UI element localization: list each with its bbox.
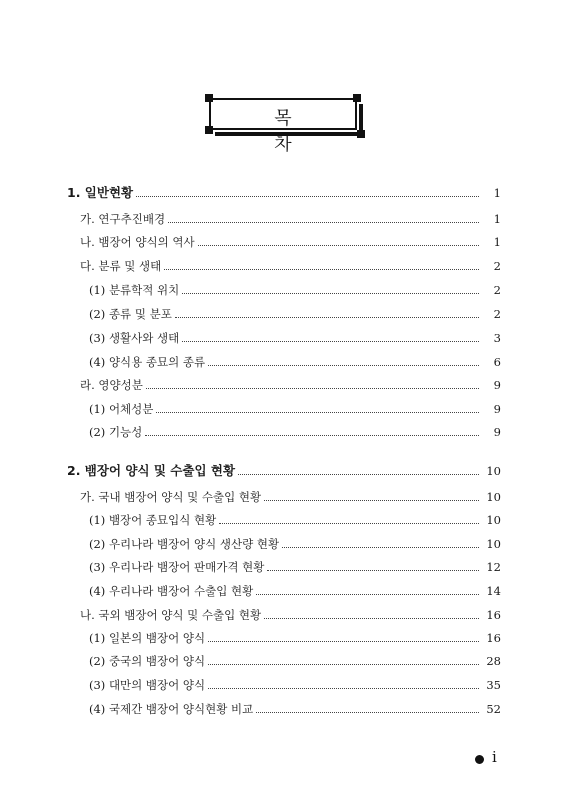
toc-entry-section[interactable] bbox=[80, 234, 501, 250]
toc-entry-page: 12 bbox=[486, 560, 501, 574]
toc-entry-page: 9 bbox=[493, 378, 501, 392]
toc-entry-section[interactable] bbox=[80, 211, 501, 227]
toc-entry-label: (1) 일본의 뱀장어 양식 bbox=[89, 631, 206, 645]
toc-entry-section[interactable] bbox=[80, 258, 501, 274]
toc-entry-label: (1) 분류학적 위치 bbox=[89, 283, 180, 297]
toc-entry-chapter[interactable] bbox=[67, 463, 501, 479]
toc-entry-section[interactable] bbox=[80, 489, 501, 505]
dot-leader bbox=[208, 688, 479, 689]
toc-entry-item[interactable] bbox=[89, 677, 501, 693]
dot-leader bbox=[182, 293, 479, 294]
toc-entry-item[interactable] bbox=[89, 630, 501, 646]
dot-leader bbox=[182, 341, 479, 342]
toc-entry-label: 다. 분류 및 생태 bbox=[80, 259, 162, 273]
toc-title-frame bbox=[209, 98, 357, 155]
toc-entry-label: (3) 우리나라 뱀장어 판매가격 현황 bbox=[89, 560, 265, 574]
dot-leader bbox=[208, 365, 479, 366]
dot-leader bbox=[256, 594, 479, 595]
toc-entry-item[interactable] bbox=[89, 354, 501, 370]
dot-leader bbox=[156, 412, 479, 413]
toc-entry-section[interactable] bbox=[80, 607, 501, 623]
toc-entry-label: 가. 국내 뱀장어 양식 및 수출입 현황 bbox=[80, 490, 262, 504]
dot-leader bbox=[238, 474, 479, 475]
toc-entry-page: 28 bbox=[486, 654, 501, 668]
toc-entry-label: (2) 중국의 뱀장어 양식 bbox=[89, 654, 206, 668]
toc-entry-page: 10 bbox=[486, 490, 501, 504]
toc-entry-item[interactable] bbox=[89, 583, 501, 599]
toc-entry-label: 나. 국외 뱀장어 양식 및 수출입 현황 bbox=[80, 608, 262, 622]
dot-leader bbox=[208, 641, 479, 642]
toc-entry-page: 35 bbox=[486, 678, 501, 692]
toc-entry-label: (1) 뱀장어 종묘입식 현황 bbox=[89, 513, 217, 527]
toc-entry-label: (3) 생활사와 생태 bbox=[89, 331, 180, 345]
toc-entry-label: (1) 어체성분 bbox=[89, 402, 154, 416]
toc-entry-item[interactable] bbox=[89, 653, 501, 669]
dot-leader bbox=[136, 196, 479, 197]
dot-leader bbox=[198, 245, 479, 246]
frame-corner-ornament bbox=[357, 130, 365, 138]
dot-leader bbox=[219, 523, 479, 524]
toc-title: 목 차 bbox=[274, 108, 320, 155]
toc-entry-label: (2) 기능성 bbox=[89, 425, 143, 439]
frame-corner-ornament bbox=[205, 94, 213, 102]
toc-entry-page: 9 bbox=[493, 402, 501, 416]
toc-entry-label: 라. 영양성분 bbox=[80, 378, 143, 392]
dot-leader bbox=[175, 317, 479, 318]
toc-entry-item[interactable] bbox=[89, 559, 501, 575]
toc-entry-page: 2 bbox=[493, 307, 501, 321]
toc-entry-label: (4) 양식용 종묘의 종류 bbox=[89, 355, 206, 369]
toc-entry-label: (2) 우리나라 뱀장어 양식 생산량 현황 bbox=[89, 537, 280, 551]
toc-entry-page: 2 bbox=[493, 283, 501, 297]
toc-entry-page: 14 bbox=[486, 584, 501, 598]
toc-entry-page: 3 bbox=[493, 331, 501, 345]
dot-leader bbox=[264, 618, 479, 619]
toc-entry-page: 10 bbox=[486, 464, 501, 478]
toc-entry-page: 1 bbox=[493, 212, 501, 226]
toc-entry-page: 1 bbox=[493, 235, 501, 249]
toc-entry-label: 나. 뱀장어 양식의 역사 bbox=[80, 235, 195, 249]
toc-entry-item[interactable] bbox=[89, 424, 501, 440]
toc-entry-page: 2 bbox=[493, 259, 501, 273]
toc-entry-page: 1 bbox=[493, 186, 501, 200]
toc-entry-page: 52 bbox=[486, 702, 501, 716]
toc-entry-label: 1. 일반현황 bbox=[67, 185, 134, 200]
toc-entry-label: (2) 종류 및 분포 bbox=[89, 307, 172, 321]
toc-entry-label: (3) 대만의 뱀장어 양식 bbox=[89, 678, 206, 692]
toc-entry-label: 2. 뱀장어 양식 및 수출입 현황 bbox=[67, 463, 236, 478]
toc-entry-label: (4) 국제간 뱀장어 양식현황 비교 bbox=[89, 702, 254, 716]
page-number: i bbox=[492, 748, 497, 766]
toc-entry-page: 10 bbox=[486, 513, 501, 527]
toc-entry-page: 16 bbox=[486, 608, 501, 622]
toc-entry-item[interactable] bbox=[89, 536, 501, 552]
dot-leader bbox=[256, 712, 479, 713]
frame-corner-ornament bbox=[353, 94, 361, 102]
toc-entry-item[interactable] bbox=[89, 512, 501, 528]
toc-entry-item[interactable] bbox=[89, 330, 501, 346]
toc-entry-label: (4) 우리나라 뱀장어 수출입 현황 bbox=[89, 584, 254, 598]
dot-leader bbox=[267, 570, 479, 571]
dot-leader bbox=[168, 222, 479, 223]
toc-entry-page: 9 bbox=[493, 425, 501, 439]
bullet-icon bbox=[475, 755, 484, 764]
toc-entry-page: 10 bbox=[486, 537, 501, 551]
dot-leader bbox=[208, 664, 479, 665]
toc-entry-item[interactable] bbox=[89, 306, 501, 322]
dot-leader bbox=[145, 435, 479, 436]
toc-entry-section[interactable] bbox=[80, 377, 501, 393]
dot-leader bbox=[282, 547, 479, 548]
toc-entry-chapter[interactable] bbox=[67, 185, 501, 201]
toc-entry-page: 6 bbox=[493, 355, 501, 369]
toc-entry-label: 가. 연구추진배경 bbox=[80, 212, 166, 226]
toc-entry-item[interactable] bbox=[89, 401, 501, 417]
toc-entry-page: 16 bbox=[486, 631, 501, 645]
dot-leader bbox=[164, 269, 479, 270]
toc-entry-item[interactable] bbox=[89, 282, 501, 298]
dot-leader bbox=[264, 500, 479, 501]
dot-leader bbox=[146, 388, 479, 389]
toc-entry-item[interactable] bbox=[89, 701, 501, 717]
